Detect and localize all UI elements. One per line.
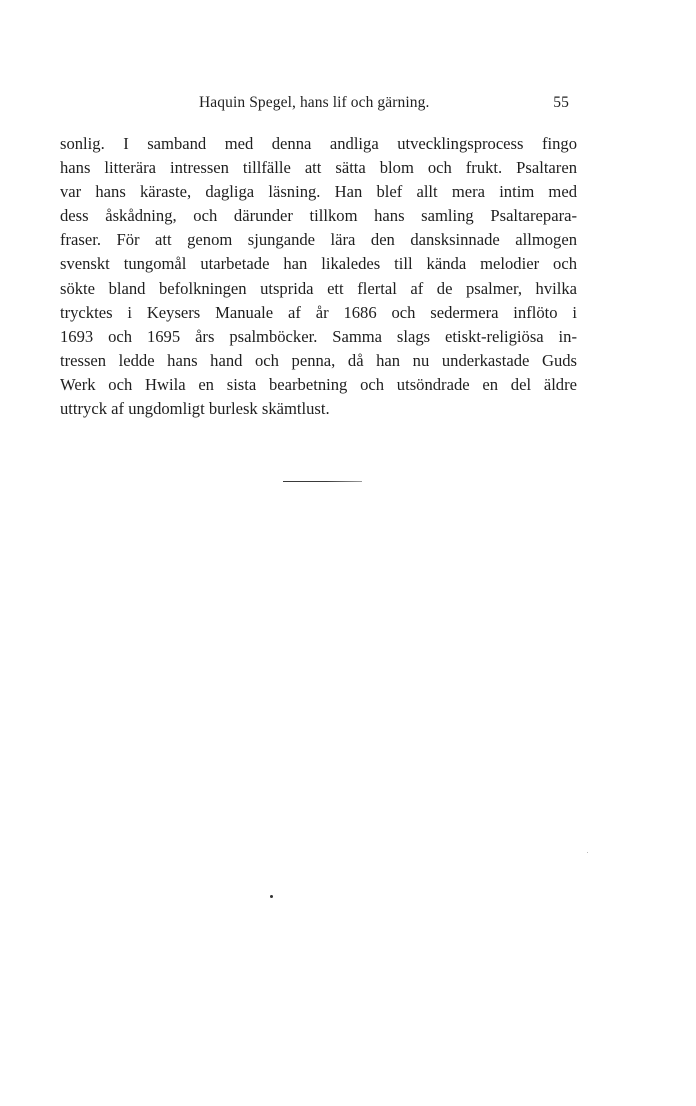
text-line: sonlig. I samband med denna andliga utvecklingsprocess fingo bbox=[60, 134, 577, 153]
text-line: fraser. För att genom sjungande lära den dansksinnade allmogen bbox=[60, 230, 577, 250]
text-line: trycktes i Keysers Manuale af år 1686 och sedermera inflöto i bbox=[60, 302, 577, 322]
section-end-rule bbox=[283, 481, 362, 482]
running-header bbox=[60, 94, 580, 116]
text-line: tressen ledde hans hand och penna, då han nu underkastade Guds bbox=[60, 350, 577, 370]
text-line: 1693 och 1695 års psalmböcker. Samma slags etiskt-religiösa in- bbox=[60, 326, 577, 346]
text-line: var hans käraste, dagliga läsning. Han blef allt mera intim med bbox=[60, 182, 577, 202]
text-line: hans litterära intressen tillfälle att sätta blom och frukt. Psaltaren bbox=[60, 158, 577, 178]
text-line: Werk och Hwila en sista bearbetning och utsöndrade en del äldre bbox=[60, 374, 577, 394]
ink-speck bbox=[270, 895, 273, 898]
text-line: svenskt tungomål utarbetade han likaledes till kända melodier och bbox=[60, 254, 577, 274]
running-title: Haquin Spegel, hans lif och gärning. bbox=[199, 94, 430, 111]
page-number: 55 bbox=[553, 94, 569, 111]
text-line: dess åskådning, och därunder tillkom hans samling Psaltarepara- bbox=[60, 206, 577, 226]
text-line: sökte bland befolkningen utsprida ett flertal af de psalmer, hvilka bbox=[60, 278, 577, 298]
body-paragraph bbox=[60, 132, 577, 421]
text-line: uttryck af ungdomligt burlesk skämtlust. bbox=[60, 399, 330, 419]
paper-speck bbox=[587, 852, 588, 853]
